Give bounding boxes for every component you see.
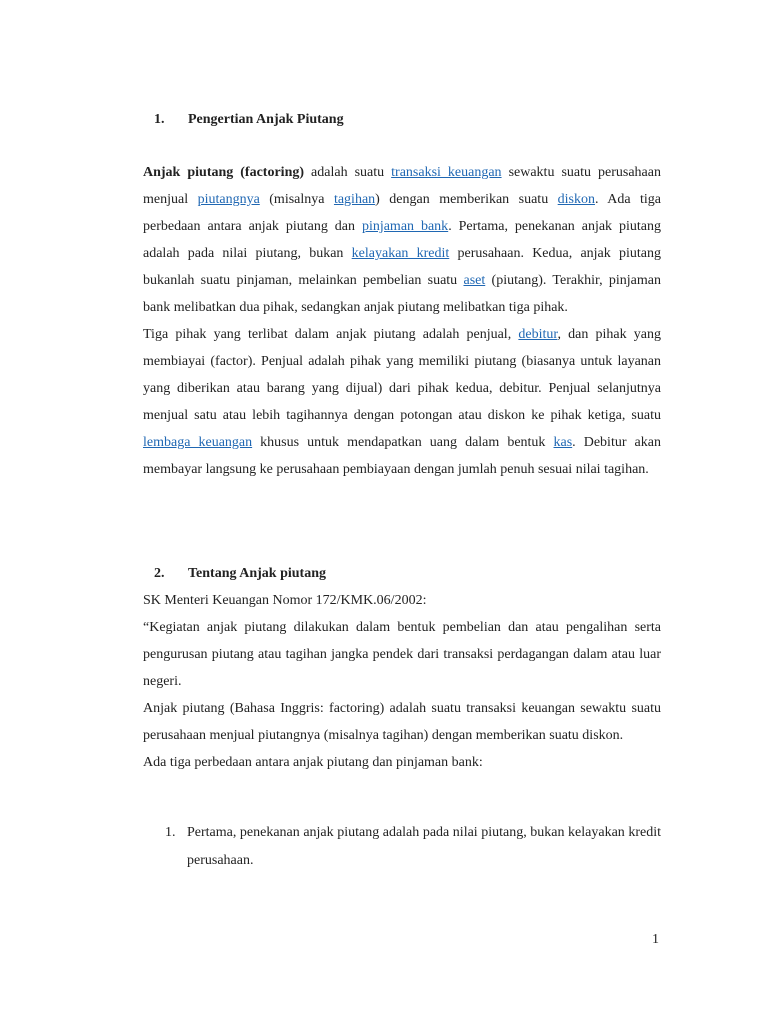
section-1-paragraph-2: Tiga pihak yang terlibat dalam anjak piutang adalah penjual, debitur, dan pihak yang membiayai (factor). Penjual adalah pihak yang memiliki piutang (biasanya untuk layanan yang diberikan atau barang yang dijual) dari pihak kedua, debitur. Penjual selanjutnya menjual satu atau lebih tagihannya dengan potongan atau diskon ke pihak ketiga, suatu lembaga keuangan khusus untuk mendapatkan uang dalam bentuk kas. Debitur akan membayar langsung ke perusahaan pembiayaan dengan jumlah penuh sesuai nilai tagihan. bbox=[143, 327, 662, 477]
list-item-text: Pertama, penekanan anjak piutang adalah pada nilai piutang, bukan kelayakan kredit perusahaan. bbox=[187, 825, 661, 868]
differences-intro: Ada tiga perbedaan antara anjak piutang dan pinjaman bank: bbox=[143, 755, 483, 770]
section-1-heading bbox=[154, 110, 344, 130]
section-2-body bbox=[143, 587, 661, 776]
section-2-heading bbox=[154, 564, 326, 584]
link-pinjaman-bank[interactable]: pinjaman bank bbox=[361, 219, 449, 234]
link-tagihan[interactable]: tagihan bbox=[333, 192, 376, 207]
section-2-title: Tentang Anjak piutang bbox=[188, 566, 326, 581]
section-1-body bbox=[143, 159, 661, 483]
term-bold: Anjak piutang (factoring) bbox=[143, 165, 305, 180]
link-transaksi-keuangan[interactable]: transaksi keuangan bbox=[391, 165, 502, 180]
section-1-paragraph-1: Anjak piutang (factoring) adalah suatu transaksi keuangan sewaktu suatu perusahaan menjual piutangnya (misalnya tagihan) dengan memberikan suatu diskon. Ada tiga perbedaan antara anjak piutang dan pinjaman bank. Pertama, penekanan anjak piutang adalah pada nilai piutang, bukan kelayakan kredit perusahaan. Kedua, anjak piutang bukanlah suatu pinjaman, melainkan pembelian suatu aset (piutang). Terakhir, pinjaman bank melibatkan dua pihak, sedangkan anjak piutang melibatkan tiga pihak. bbox=[143, 165, 661, 315]
quote-paragraph: “Kegiatan anjak piutang dilakukan dalam bentuk pembelian dan atau pengalihan serta pengurusan piutang atau tagihan jangka pendek dari transaksi perdagangan dalam atau luar negeri. bbox=[143, 620, 661, 689]
definition-paragraph: Anjak piutang (Bahasa Inggris: factoring) adalah suatu transaksi keuangan sewaktu suatu perusahaan menjual piutangnya (misalnya tagihan) dengan memberikan suatu diskon. bbox=[143, 701, 661, 743]
section-1-number: 1. bbox=[154, 112, 165, 127]
differences-list bbox=[143, 819, 661, 875]
link-diskon[interactable]: diskon bbox=[557, 192, 596, 207]
link-kas[interactable]: kas bbox=[553, 435, 573, 450]
list-item-number: 1. bbox=[165, 825, 176, 840]
page-number: 1 bbox=[652, 932, 659, 947]
link-lembaga-keuangan[interactable]: lembaga keuangan bbox=[143, 435, 253, 450]
section-1-title: Pengertian Anjak Piutang bbox=[188, 112, 344, 127]
sk-reference: SK Menteri Keuangan Nomor 172/KMK.06/2002: bbox=[143, 593, 427, 608]
link-kelayakan-kredit[interactable]: kelayakan kredit bbox=[351, 246, 450, 261]
link-piutangnya[interactable]: piutangnya bbox=[197, 192, 260, 207]
list-item bbox=[143, 819, 661, 875]
section-2-number: 2. bbox=[154, 566, 165, 581]
link-aset[interactable]: aset bbox=[463, 273, 486, 288]
link-debitur[interactable]: debitur bbox=[518, 327, 558, 342]
